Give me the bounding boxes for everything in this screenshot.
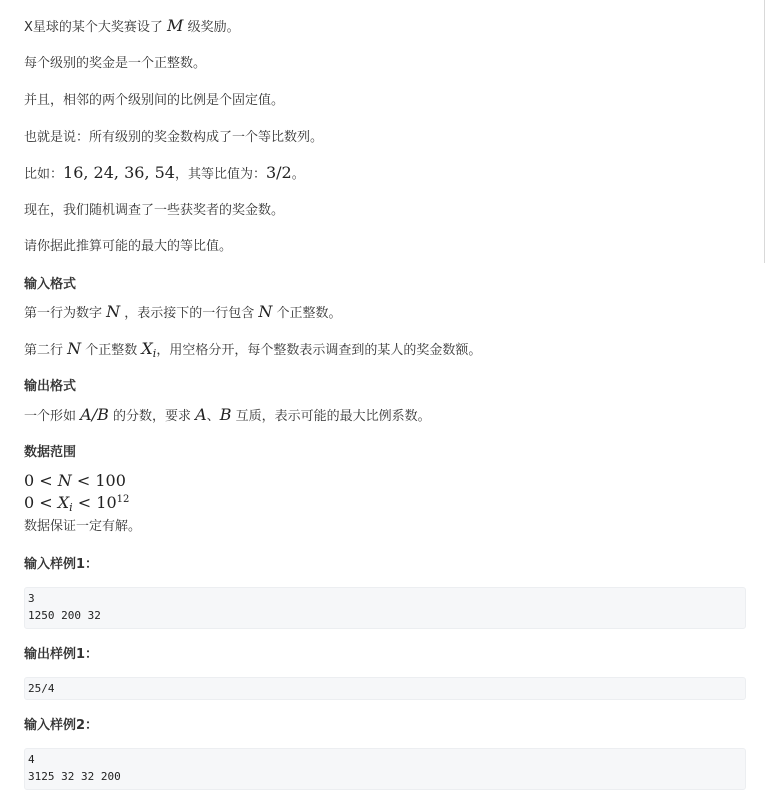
output-format-line [24, 404, 431, 426]
panel-right-border [764, 0, 765, 263]
intro-line-5-post: 。 [291, 167, 305, 182]
input-format-line-2 [24, 338, 481, 360]
intro-line-5-pre: 比如： [24, 167, 64, 182]
range-n [24, 470, 126, 492]
data-range-heading: 数据范围 [24, 445, 77, 460]
code-line: 4 [28, 753, 35, 766]
input-format-line-1 [24, 301, 342, 323]
math-n: N [106, 302, 121, 321]
intro-line-1 [24, 15, 240, 37]
intro-line-4: 也就是说：所有级别的奖金数构成了一个等比数列。 [24, 130, 324, 145]
code-line: 3125 32 32 200 [28, 770, 121, 783]
input-line-1-pre: 第一行为数字 [24, 306, 107, 321]
math-xi: $X_i$ [141, 339, 157, 360]
input-line-1-mid: ，表示接下的一行包含 [120, 306, 259, 321]
output-line-mid: 的分数，要求 [108, 409, 196, 424]
math-a-over-b: A/B [80, 405, 109, 424]
sample-input-2-block[interactable] [24, 748, 746, 790]
math-sequence: 16, 24, 36, 54 [63, 163, 175, 182]
math-n-3: N [67, 339, 82, 358]
intro-line-5-mid: ，其等比值为： [174, 167, 266, 182]
input-line-1-post: 个正整数。 [272, 306, 342, 321]
math-ratio: 3/2 [265, 163, 292, 182]
intro-line-3: 并且，相邻的两个级别间的比例是个固定值。 [24, 93, 285, 108]
output-format-heading: 输出格式 [24, 379, 77, 394]
intro-line-5 [24, 162, 305, 184]
input-line-2-pre: 第二行 [24, 343, 68, 358]
math-m: M [167, 16, 184, 35]
output-line-post: 互质，表示可能的最大比例系数。 [231, 409, 431, 424]
intro-line-2: 每个级别的奖金是一个正整数。 [24, 56, 207, 71]
input-line-2-mid: 个正整数 [81, 343, 142, 358]
math-range-n: 0 < N < 100 [24, 471, 126, 490]
sample-input-1-label: 输入样例1： [24, 557, 99, 572]
code-line: 3 [28, 592, 35, 605]
math-b: B [219, 405, 232, 424]
code-line: 25/4 [28, 682, 55, 695]
intro-line-7: 请你据此推算可能的最大的等比值。 [24, 239, 233, 254]
math-range-xi: $0 < X_i < 10^{12}$ [24, 493, 130, 514]
intro-line-1-pre: X星球的某个大奖赛设了 [24, 20, 168, 35]
input-line-2-post: ，用空格分开，每个整数表示调查到的某人的奖金数额。 [156, 343, 482, 358]
input-format-heading: 输入格式 [24, 277, 77, 292]
sample-input-2-label: 输入样例2： [24, 718, 99, 733]
data-guarantee: 数据保证一定有解。 [24, 519, 142, 534]
math-n-2: N [258, 302, 273, 321]
sample-output-1-label: 输出样例1： [24, 647, 99, 662]
code-line: 1250 200 32 [28, 609, 101, 622]
intro-line-6: 现在，我们随机调查了一些获奖者的奖金数。 [24, 203, 285, 218]
intro-line-1-post: 级奖励。 [183, 20, 240, 35]
range-xi [24, 492, 129, 514]
sample-output-1-block[interactable] [24, 677, 746, 700]
math-a: A [195, 405, 207, 424]
output-line-sep: 、 [206, 409, 220, 424]
sample-input-1-block[interactable] [24, 587, 746, 629]
output-line-pre: 一个形如 [24, 409, 81, 424]
